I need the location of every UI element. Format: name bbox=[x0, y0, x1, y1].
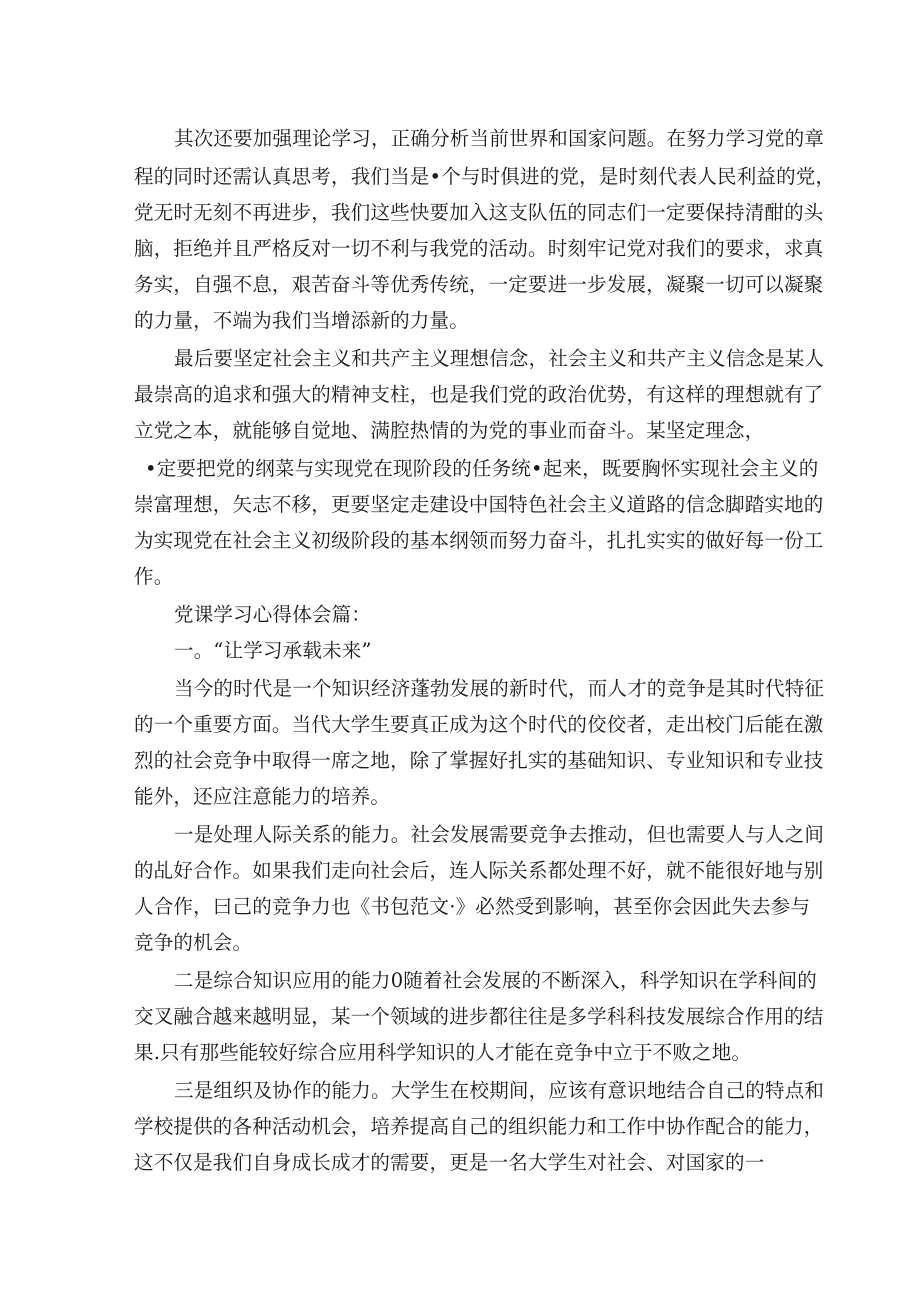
text-line: 务实，自强不息，艰苦奋斗等优秀传统，一定要进一步发展，凝聚一切可以凝聚 bbox=[134, 273, 824, 296]
text-line: 其次还要加强理论学习，正确分析当前世界和国家问题。在努力学习党的章 bbox=[174, 127, 825, 150]
text-line: 能外，还应注意能力的培养。 bbox=[134, 785, 391, 808]
text-line: 学校提供的各种活动机会，培养提高自己的组织能力和工作中协作配合的能力， bbox=[134, 1115, 824, 1138]
text-line: 烈的社会竞争中取得一席之地，除了掌握好扎实的基础知识、专业知识和专业技 bbox=[134, 749, 824, 772]
text-line: 当今的时代是一个知识经济蓬勃发展的新时代，而人才的竞争是其时代特征 bbox=[174, 677, 825, 700]
section-heading: 党课学习心得体会篇： bbox=[174, 603, 372, 626]
text-line: 脑，拒绝并且严格反对一切不利与我党的活动。时刻牢记党对我们的要求，求真 bbox=[134, 237, 824, 260]
text-line: 的力量，不端为我们当增添新的力量。 bbox=[134, 309, 469, 332]
text-line: 作。 bbox=[134, 565, 174, 588]
text-line: 交叉融合越来越明显，某一个领域的进步都往往是多学科科技发展综合作用的结 bbox=[134, 1005, 824, 1028]
text-line: 最崇高的追求和强大的精神支柱，也是我们党的政治优势，有这样的理想就有了 bbox=[134, 383, 824, 406]
text-line: 竞争的机会。 bbox=[134, 931, 253, 954]
text-line: 的乩好合作。如果我们走向社会后，连人际关系都处理不好，就不能很好地与别 bbox=[134, 859, 824, 882]
text-line: 崇富理想，矢志不移，更要坚定走建设中国特色社会主义道路的信念脚踏实地的 bbox=[134, 493, 824, 516]
text-line: 党无时无刻不再进步，我们这些快要加入这支队伍的同志们一定要保持清酣的头 bbox=[134, 201, 824, 224]
text-line: 人合作，曰己的竞争力也《书包范文·》必然受到影响，甚至你会因此失去参与 bbox=[134, 895, 811, 918]
section-subheading: 一。“让学习承载未来” bbox=[174, 639, 372, 662]
text-line: 三是组织及协作的能力。大学生在校期间，应该有意识地结合自己的特点和 bbox=[174, 1079, 825, 1102]
text-line: •定要把党的纲菜与实现党在现阶段的任务统•起来，既要胸怀实现社会主义的 bbox=[145, 457, 819, 480]
text-line: 最后要坚定社会主义和共产主义理想信念，社会主义和共产主义信念是某人 bbox=[174, 347, 825, 370]
text-line: 二是综合知识应用的能力0随着社会发展的不断深入，科学知识在学科间的 bbox=[174, 969, 818, 992]
text-line: 一是处理人际关系的能力。社会发展需要竞争去推动，但也需要人与人之间 bbox=[174, 823, 825, 846]
text-line: 的一个重要方面。当代大学生要真正成为这个时代的佼佼者，走出校门后能在激 bbox=[134, 713, 824, 736]
text-line: 程的同时还需认真思考，我们当是•个与时俱进的党，是时刻代表人民利益的党， bbox=[134, 165, 836, 188]
text-line: 为实现党在社会主义初级阶段的基本纲领而努力奋斗，扎扎实实的做好每一份工 bbox=[134, 529, 824, 552]
text-line: 果.只有那些能较好综合应用科学知识的人才能在竞争中立于不败之地。 bbox=[134, 1041, 752, 1064]
text-line: 这不仅是我们自身成长成才的需要，更是一名大学生对社会、对国家的一 bbox=[134, 1151, 765, 1174]
text-line: 立党之本，就能够自觉地、满腔热情的为党的事业而奋斗。某坚定理念， bbox=[134, 419, 765, 442]
